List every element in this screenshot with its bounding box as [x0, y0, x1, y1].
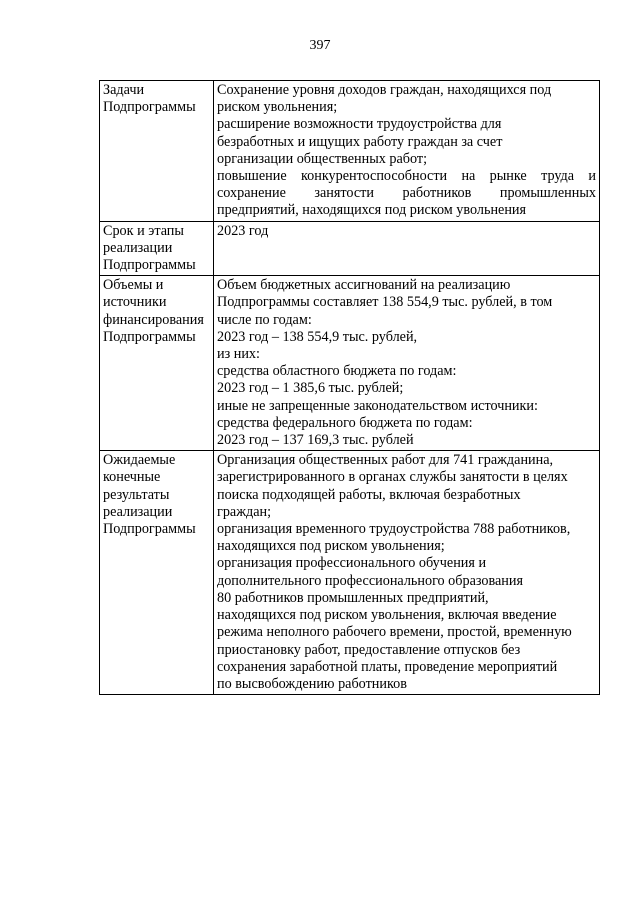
content-line: Подпрограммы составляет 138 554,9 тыс. рублей, в том	[217, 294, 553, 311]
content-line: организации общественных работ;	[217, 150, 428, 167]
content-line: расширение возможности трудоустройства для	[217, 116, 502, 133]
label-line: Подпрограммы	[103, 521, 196, 538]
label-line: Срок и этапы	[103, 222, 184, 239]
label-line: Подпрограммы	[103, 99, 196, 116]
label-line: Подпрограммы	[103, 328, 196, 345]
table-row-results	[100, 451, 600, 695]
content-line: 2023 год – 1 385,6 тыс. рублей;	[217, 380, 404, 397]
content-line: риском увольнения;	[217, 99, 338, 116]
content-line: Организация общественных работ для 741 гражданина,	[217, 452, 554, 469]
content-line: организация временного трудоустройства 788 работников,	[217, 521, 571, 538]
content-line: организация профессионального обучения и	[217, 555, 487, 572]
row-content-tasks	[214, 81, 600, 222]
row-label-results	[100, 451, 214, 695]
row-label-term	[100, 221, 214, 276]
row-content-results	[214, 451, 600, 695]
content-line: 80 работников промышленных предприятий,	[217, 589, 489, 606]
content-line: 2023 год	[217, 222, 269, 239]
subprogram-passport-table	[99, 80, 600, 695]
label-line: результаты	[103, 486, 170, 503]
row-content-term	[214, 221, 600, 276]
label-line: Задачи	[103, 82, 145, 98]
content-line: средства областного бюджета по годам:	[217, 363, 457, 380]
label-line: Ожидаемые	[103, 452, 176, 469]
page-number: 397	[309, 38, 331, 53]
content-line: иные не запрещенные законодательством источники:	[217, 397, 538, 414]
content-line: зарегистрированного в органах службы занятости в целях	[217, 469, 568, 486]
content-line: из них:	[217, 346, 260, 363]
content-line: предприятий, находящихся под риском увольнения	[217, 202, 527, 219]
content-line: находящихся под риском увольнения;	[217, 538, 445, 555]
label-line: источники	[103, 294, 167, 311]
content-line: Объем бюджетных ассигнований на реализацию	[217, 277, 511, 294]
content-line: Сохранение уровня доходов граждан, находящихся под	[217, 82, 552, 98]
content-line: повышение конкурентоспособности на рынке труда и	[217, 168, 596, 185]
table-row-funding	[100, 276, 600, 451]
content-line: сохранение занятости работников промышленных	[217, 185, 596, 202]
label-line: реализации	[103, 503, 173, 520]
label-line: Подпрограммы	[103, 257, 196, 274]
content-line: режима неполного рабочего времени, простой, временную	[217, 624, 572, 641]
content-line: граждан;	[217, 503, 272, 520]
row-label-funding	[100, 276, 214, 451]
label-line: конечные	[103, 469, 161, 486]
content-line: по высвобождению работников	[217, 675, 407, 692]
content-line: приостановку работ, предоставление отпусков без	[217, 641, 521, 658]
content-line: 2023 год – 138 554,9 тыс. рублей,	[217, 328, 418, 345]
table-row-tasks	[100, 81, 600, 222]
row-content-funding	[214, 276, 600, 451]
content-line: 2023 год – 137 169,3 тыс. рублей	[217, 432, 414, 449]
content-line: безработных и ищущих работу граждан за счет	[217, 133, 503, 150]
content-line: поиска подходящей работы, включая безработных	[217, 486, 521, 503]
row-label-tasks	[100, 81, 214, 222]
content-line: средства федерального бюджета по годам:	[217, 414, 473, 431]
table-row-term	[100, 221, 600, 276]
content-line: числе по годам:	[217, 311, 312, 328]
content-line: дополнительного профессионального образования	[217, 572, 524, 589]
label-line: Объемы и	[103, 277, 164, 294]
content-line: находящихся под риском увольнения, включая введение	[217, 607, 557, 624]
label-line: финансирования	[103, 311, 204, 328]
content-line: сохранения заработной платы, проведение мероприятий	[217, 658, 558, 675]
label-line: реализации	[103, 239, 173, 256]
